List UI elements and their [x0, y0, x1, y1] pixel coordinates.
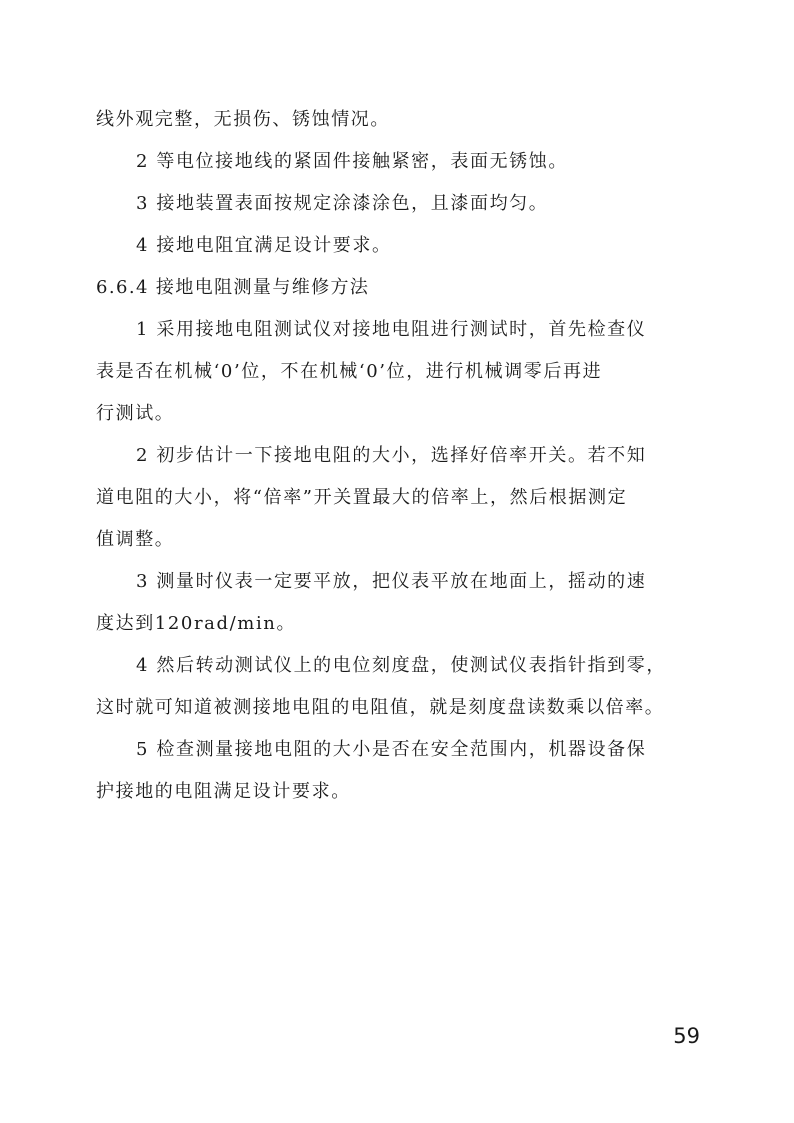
- text-line-15: 这时就可知道被测接地电阻的电阻值，就是刻度盘读数乘以倍率。: [96, 697, 665, 718]
- text-line-10: 道电阻的大小，将“倍率”开关置最大的倍率上，然后根据测定: [96, 487, 628, 508]
- text-line-6: 1 采用接地电阻测试仪对接地电阻进行测试时，首先检查仪: [136, 319, 647, 340]
- text-line-7: 表是否在机械‘0’位，不在机械‘0’位，进行机械调零后再进: [96, 361, 603, 382]
- text-line-16: 5 检查测量接地电阻的大小是否在安全范围内，机器设备保: [136, 739, 647, 760]
- body-text: [96, 99, 700, 813]
- text-line-2: 2 等电位接地线的紧固件接触紧密，表面无锈蚀。: [136, 151, 568, 172]
- text-line-11: 值调整。: [96, 529, 175, 550]
- text-line-3: 3 接地装置表面按规定涂漆涂色，且漆面均匀。: [136, 193, 549, 214]
- text-line-8: 行测试。: [96, 403, 175, 424]
- text-line-14: 4 然后转动测试仪上的电位刻度盘，使测试仪表指针指到零，: [136, 655, 666, 676]
- text-line-17: 护接地的电阻满足设计要求。: [96, 781, 351, 802]
- text-line-13: 度达到120rad/min。: [96, 613, 297, 634]
- page-number: 59: [673, 1024, 700, 1048]
- text-line-9: 2 初步估计一下接地电阻的大小，选择好倍率开关。若不知: [136, 445, 647, 466]
- section-heading: 6.6.4 接地电阻测量与维修方法: [96, 277, 370, 298]
- text-line-12: 3 测量时仪表一定要平放，把仪表平放在地面上，摇动的速: [136, 571, 647, 592]
- text-line-1: 线外观完整，无损伤、锈蚀情况。: [96, 109, 390, 130]
- text-line-4: 4 接地电阻宜满足设计要求。: [136, 235, 392, 256]
